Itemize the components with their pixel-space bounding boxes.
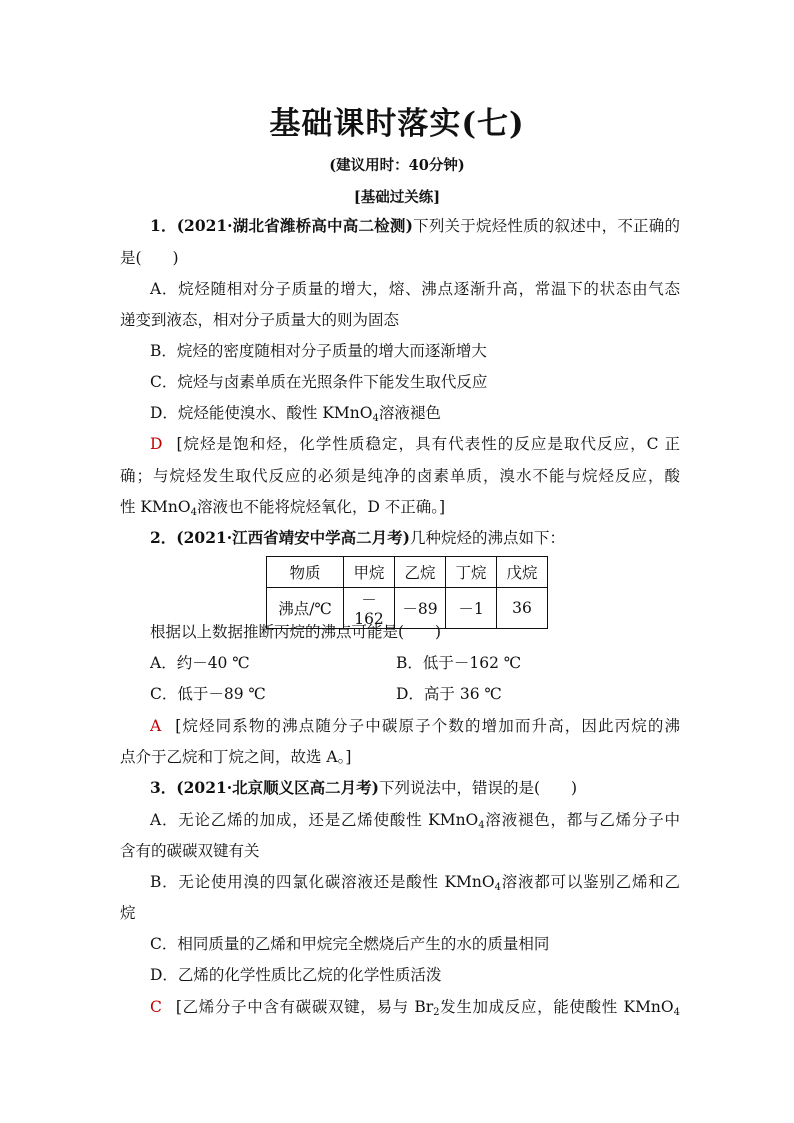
q2-option-c: C．低于－89 ℃ [150, 685, 266, 703]
table-cell: 甲烷 [344, 557, 395, 588]
q2-option-d: D．高于 36 ℃ [396, 685, 502, 703]
q1-line1: 1．(2021·湖北省潍桥高中高二检测)下列关于烷烃性质的叙述中，不正确的 [150, 216, 680, 235]
q1-explanation-line2: 确；与烷烃发生取代反应的必须是纯净的卤素单质，溴水不能与烷烃反应，酸 [120, 467, 680, 485]
q1-option-a-line2: 递变到液态，相对分子质量大的则为固态 [120, 311, 400, 329]
q1-line2: 是( ) [120, 249, 179, 267]
q2-head: 2．(2021·江西省靖安中学高二月考) [150, 528, 410, 547]
q1-explanation-line3: 性 KMnO$_4$溶液也不能将烷烃氧化，D 不正确。] [120, 498, 446, 518]
q3-option-d: D．乙烯的化学性质比乙烷的化学性质活泼 [150, 966, 442, 984]
q2-line1: 2．(2021·江西省靖安中学高二月考)几种烷烃的沸点如下： [150, 528, 566, 547]
q3-line1: 3．(2021·北京顺义区高二月考)下列说法中，错误的是( ) [150, 778, 578, 797]
q3-option-a-line1: A．无论乙烯的加成，还是乙烯使酸性 KMnO$_4$溶液褪色，都与乙烯分子中 [150, 811, 680, 831]
table-cell: 36 [497, 588, 548, 629]
q1-explanation-line1: D [烷烃是饱和烃，化学性质稳定，具有代表性的反应是取代反应，C 正 [150, 435, 680, 453]
q3-head: 3．(2021·北京顺义区高二月考) [150, 778, 379, 797]
q2-option-b: B．低于－162 ℃ [396, 654, 522, 672]
q3-option-c: C．相同质量的乙烯和甲烷完全燃烧后产生的水的质量相同 [150, 935, 550, 953]
table-cell: 乙烷 [395, 557, 446, 588]
time-note: (建议用时：40分钟) [329, 157, 465, 174]
page-title: 基础课时落实(七) [269, 106, 525, 142]
table-cell: －162 [344, 588, 395, 629]
q2-option-a: A．约－40 ℃ [150, 654, 250, 672]
q3-option-b-line2: 烷 [120, 904, 136, 922]
q1-option-d: D．烷烃能使溴水、酸性 KMnO$_4$溶液褪色 [150, 404, 441, 424]
q3-option-b-line1: B．无论使用溴的四氯化碳溶液还是酸性 KMnO$_4$溶液都可以鉴别乙烯和乙 [150, 873, 680, 893]
table-cell: 物质 [267, 557, 344, 588]
table-cell: －1 [446, 588, 497, 629]
q2-explanation-line2: 点介于乙烷和丁烷之间，故选 A。] [120, 748, 352, 766]
table-cell: 戊烷 [497, 557, 548, 588]
q1-option-c: C．烷烃与卤素单质在光照条件下能发生取代反应 [150, 373, 488, 391]
q3-option-a-line2: 含有的碳碳双键有关 [120, 842, 260, 860]
q3-answer: C [150, 998, 162, 1016]
section-heading: [基础过关练] [353, 189, 441, 206]
table-cell: 丁烷 [446, 557, 497, 588]
table-cell: 沸点/℃ [267, 588, 344, 629]
q2-answer: A [150, 717, 162, 735]
table-cell: －89 [395, 588, 446, 629]
q2-stem: 根据以上数据推断丙烷的沸点可能是( ) [150, 623, 442, 641]
q2-explanation-line1: A [烷烃同系物的沸点随分子中碳原子个数的增加而升高，因此丙烷的沸 [150, 717, 680, 735]
q1-option-b: B．烷烃的密度随相对分子质量的增大而逐渐增大 [150, 342, 487, 360]
q1-answer: D [150, 435, 163, 453]
boiling-point-table [266, 556, 548, 629]
q1-option-a-line1: A．烷烃随相对分子质量的增大，熔、沸点逐渐升高，常温下的状态由气态 [150, 280, 680, 298]
q3-explanation-line1: C [乙烯分子中含有碳碳双键，易与 $Br_2$发生加成反应，能使酸性 KMnO$_4$ [150, 998, 680, 1018]
table-header-row [267, 557, 548, 588]
q1-head: 1．(2021·湖北省潍桥高中高二检测) [150, 216, 413, 235]
